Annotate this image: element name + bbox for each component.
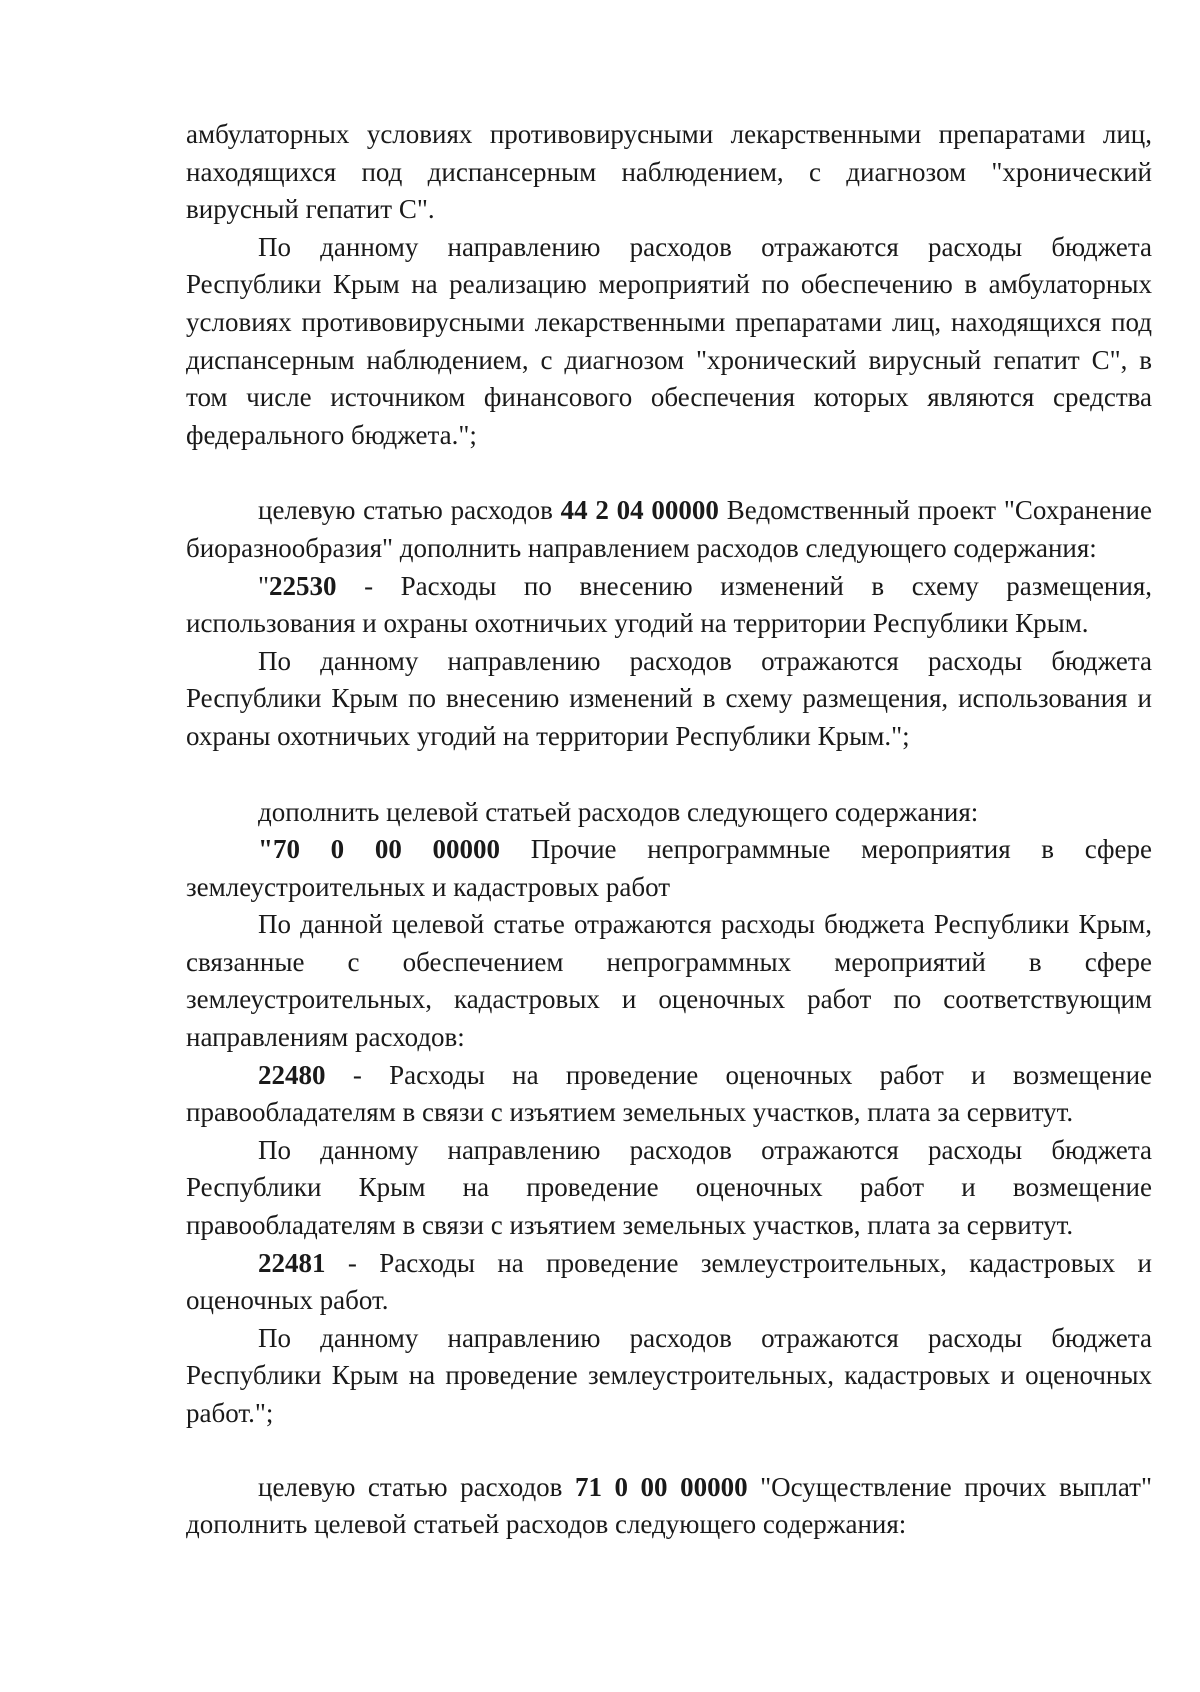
- code-22480: 22480: [258, 1059, 326, 1090]
- paragraph-target-article-44: [186, 492, 1152, 567]
- text-rest: - Расходы по внесению изменений в схему размещения, использования и охраны охотничьих угодий на территории Республики Крым.: [186, 570, 1152, 639]
- paragraph-target-article-70: [186, 831, 1152, 906]
- code-70-0-00-00000: "70 0 00 00000: [258, 834, 501, 865]
- paragraph-add-target-article: дополнить целевой статьей расходов следующего содержания:: [258, 796, 979, 827]
- paragraph-direction-22530: [186, 568, 1152, 643]
- text-rest: - Расходы на проведение оценочных работ и возмещение правообладателям в связи с изъятием земельных участков, плата за сервитут.: [186, 1059, 1152, 1128]
- text-rest: - Расходы на проведение землеустроительных, кадастровых и оценочных работ.: [186, 1247, 1152, 1316]
- paragraph-gap: [186, 454, 1152, 492]
- paragraph-direction-22480-description: По данному направлению расходов отражаются расходы бюджета Республики Крым на проведение оценочных работ и возмещение правообладателям в связи с изъятием земельных участков, плата за сервитут.: [186, 1134, 1152, 1241]
- paragraph-direction-22480: [186, 1057, 1152, 1132]
- paragraph-target-article-70-description: По данной целевой статье отражаются расходы бюджета Республики Крым, связанные с обеспечением непрограммных мероприятий в сфере землеустроительных, кадастровых и оценочных работ по соответствующим направлениям расходов:: [186, 909, 1152, 1053]
- paragraph-hepatitis-description: По данному направлению расходов отражаются расходы бюджета Республики Крым на реализацию мероприятий по обеспечению в амбулаторных условиях противовирусными лекарственными препаратами лиц, находящихся под диспансерным наблюдением, с диагнозом "хронический вирусный гепатит С", в том числе источником финансового обеспечения которых являются средства федерального бюджета.";: [186, 231, 1152, 450]
- text-rest: Ведомственный проект "Сохранение биоразнообразия" дополнить направлением расходов следующего содержания:: [186, 495, 1152, 563]
- code-22481: 22481: [258, 1247, 326, 1278]
- code-44-2-04-00000: 44 2 04 00000: [560, 495, 719, 526]
- paragraph-direction-22530-description: По данному направлению расходов отражаются расходы бюджета Республики Крым по внесению изменений в схему размещения, использования и охраны охотничьих угодий на территории Республики Крым.";: [186, 645, 1152, 751]
- paragraph-target-article-71: [186, 1469, 1152, 1544]
- text-rest: Прочие непрограммные мероприятия в сфере землеустроительных и кадастровых работ: [186, 834, 1152, 902]
- text-lead: целевую статью расходов: [258, 1471, 575, 1502]
- code-71-0-00-00000: 71 0 00 00000: [574, 1471, 748, 1502]
- paragraph-gap: [186, 756, 1152, 794]
- paragraph-gap: [186, 1433, 1152, 1469]
- paragraph-direction-22481-description: По данному направлению расходов отражаются расходы бюджета Республики Крым на проведение землеустроительных, кадастровых и оценочных работ.";: [186, 1322, 1152, 1428]
- text-lead: целевую статью расходов: [258, 495, 561, 526]
- text-rest: "Осуществление прочих выплат" дополнить целевой статьей расходов следующего содержания:: [186, 1471, 1152, 1540]
- quote-mark: ": [258, 570, 270, 601]
- paragraph-direction-22481: [186, 1245, 1152, 1320]
- code-22530: 22530: [269, 570, 337, 601]
- document-page: [186, 116, 1152, 1544]
- paragraph-hepatitis-continuation: амбулаторных условиях противовирусными лекарственными препаратами лиц, находящихся под диспансерным наблюдением, с диагнозом "хронический вирусный гепатит С".: [186, 119, 1152, 225]
